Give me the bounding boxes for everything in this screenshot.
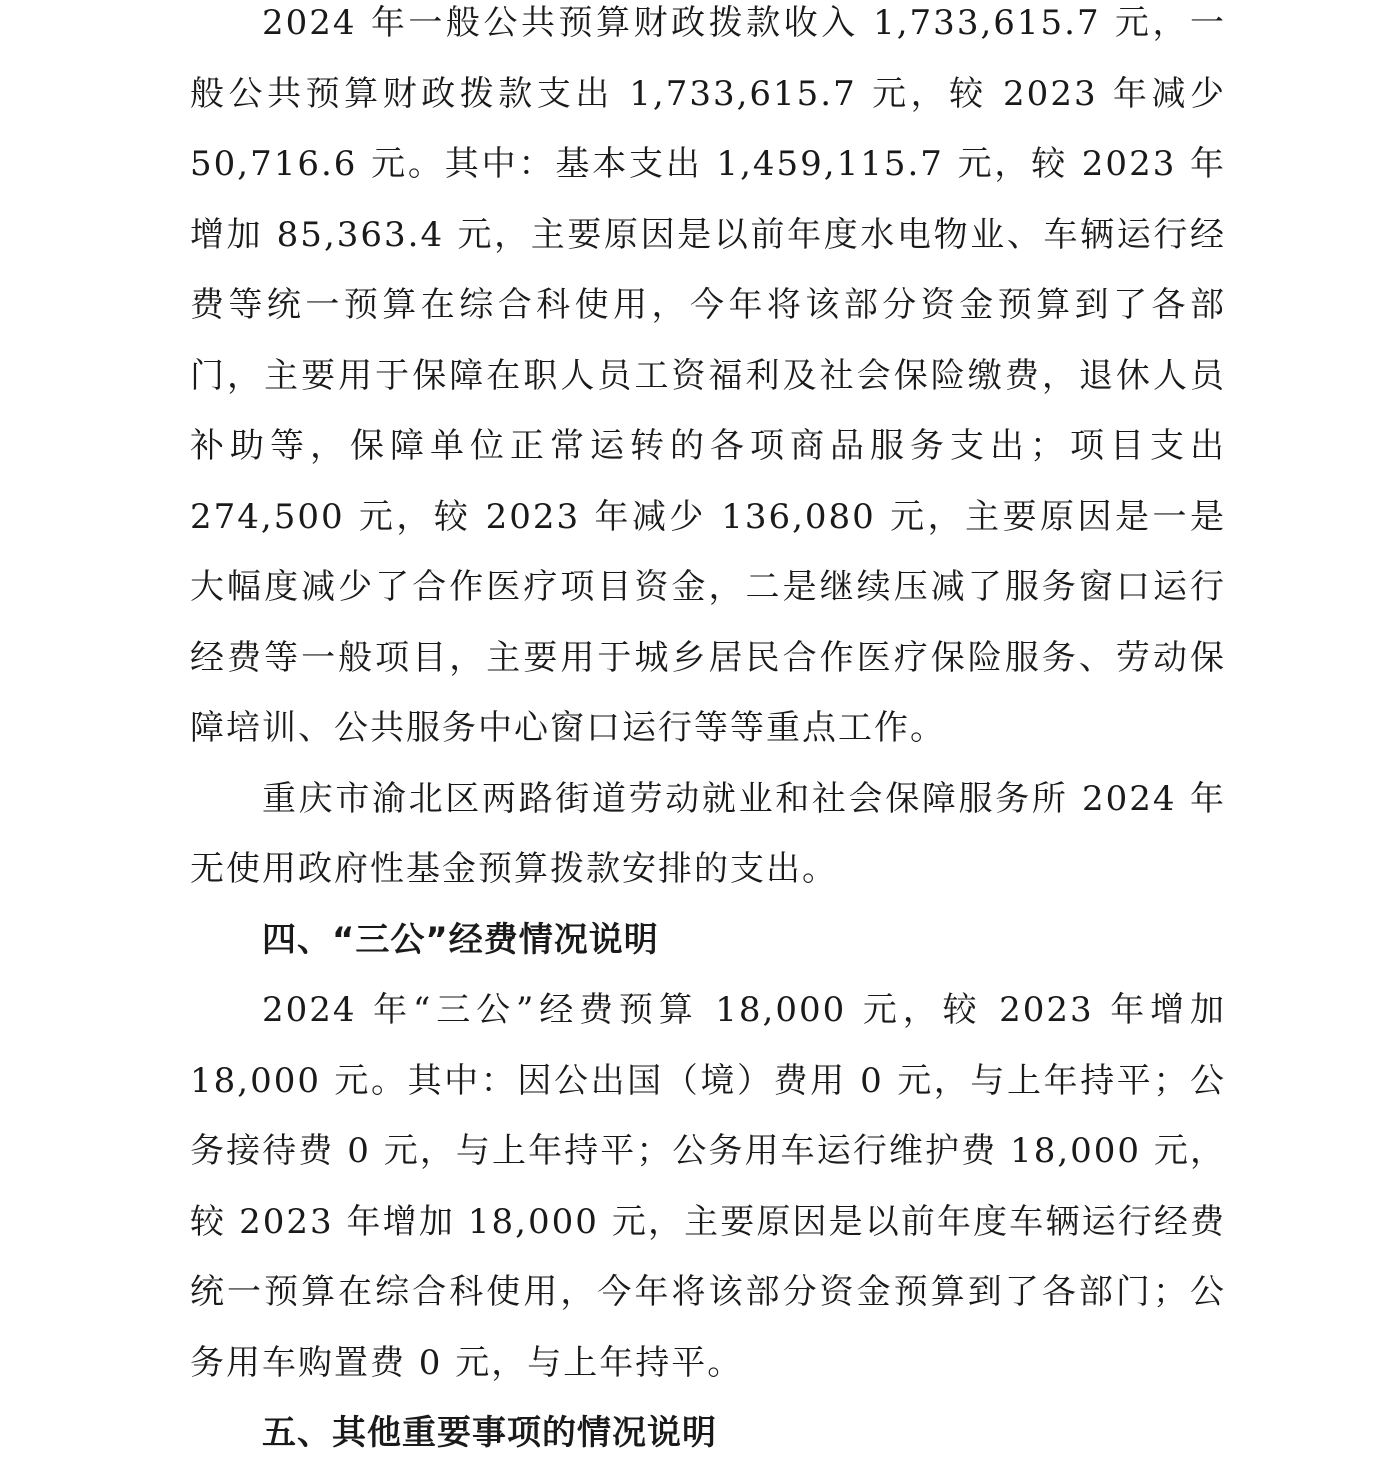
document-page (190, 0, 1226, 1469)
heading-other-matters: 五、其他重要事项的情况说明 (262, 1413, 717, 1453)
paragraph-three-public-expenses: 2024 年“三公”经费预算 18,000 元，较 2023 年增加 18,000 元。其中：因公出国（境）费用 0 元，与上年持平；公务接待费 0 元，与上年持平；公务用车运行维护费 18,000 元，较 2023 年增加 18,000 元，主要原因是以前年度车辆运行经费统一预算在综合科使用，今年将该部分资金预算到了各部门；公务用车购置费 0 元，与上年持平。 (190, 990, 1226, 1383)
heading-three-public-expenses: 四、“三公”经费情况说明 (262, 919, 659, 960)
paragraph-budget-expenditure: 2024 年一般公共预算财政拨款收入 1,733,615.7 元，一般公共预算财政拨款支出 1,733,615.7 元，较 2023 年减少 50,716.6 元。其中：基本支出 1,459,115.7 元，较 2023 年增加 85,363.4 元，主要原因是以前年度水电物业、车辆运行经费等统一预算在综合科使用，今年将该部分资金预算到了各部门，主要用于保障在职人员工资福利及社会保险缴费，退休人员补助等，保障单位正常运转的各项商品服务支出；项目支出 274,500 元，较 2023 年减少 136,080 元，主要原因是一是大幅度减少了合作医疗项目资金，二是继续压减了服务窗口运行经费等一般项目，主要用于城乡居民合作医疗保险服务、劳动保障培训、公共服务中心窗口运行等等重点工作。 (190, 3, 1226, 748)
paragraph-government-fund: 重庆市渝北区两路街道劳动就业和社会保障服务所 2024 年无使用政府性基金预算拨款安排的支出。 (190, 778, 1226, 889)
